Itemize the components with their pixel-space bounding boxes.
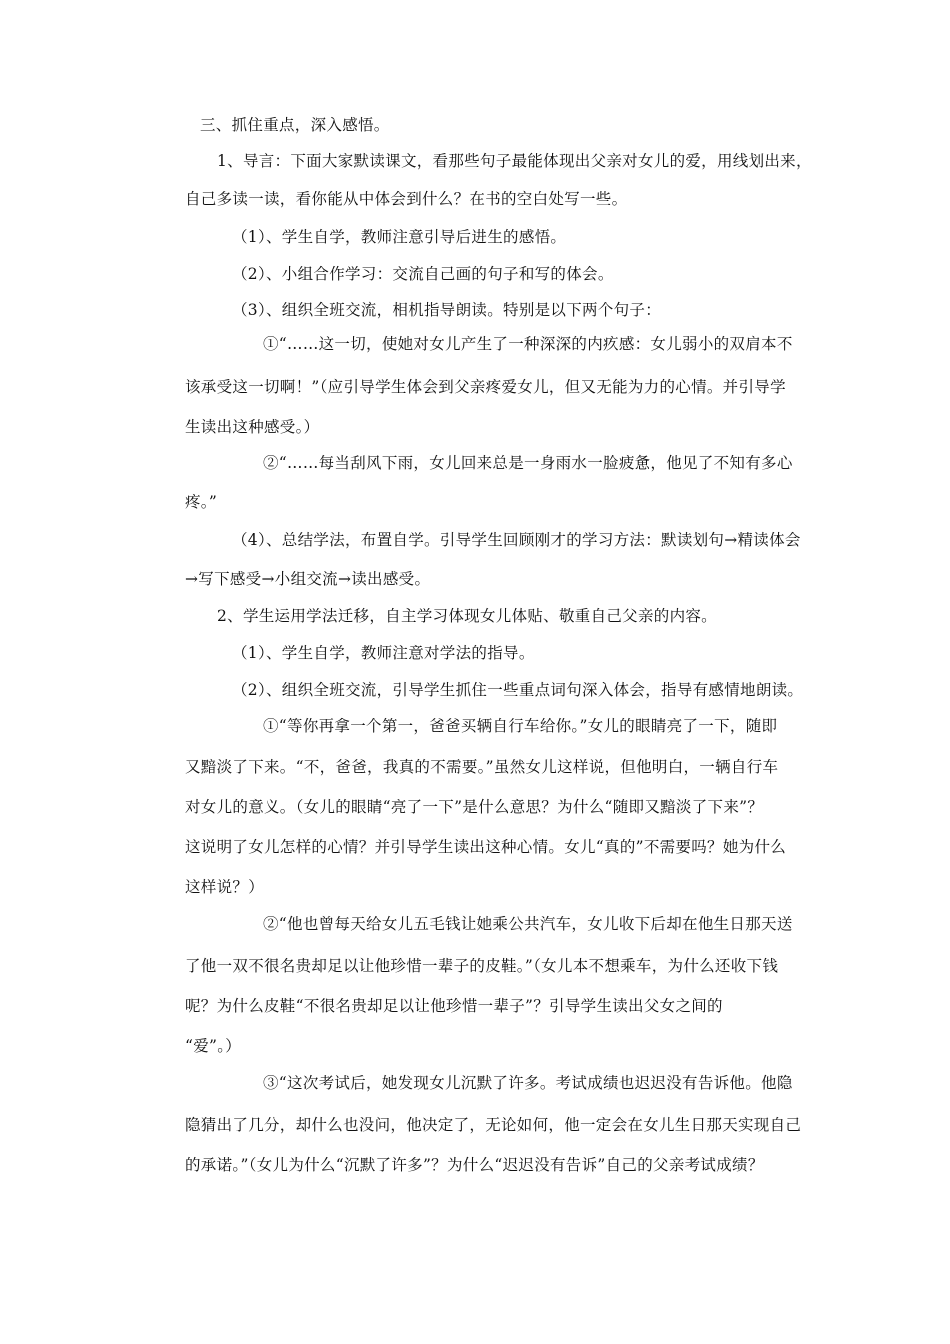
paragraph-line: 又黯淡了下来。“不，爸爸，我真的不需要。”虽然女儿这样说，但他明白，一辆自行车 (185, 758, 779, 776)
paragraph-line: 疼。” (185, 493, 218, 511)
paragraph-line: ②“……每当刮风下雨，女儿回来总是一身雨水一脸疲惫，他见了不知有多心 (263, 454, 793, 472)
paragraph-line: →写下感受→小组交流→读出感受。 (185, 570, 431, 588)
paragraph-line: 2、学生运用学法迁移，自主学习体现女儿体贴、敬重自己父亲的内容。 (217, 607, 717, 625)
paragraph-line: 了他一双不很名贵却足以让他珍惜一辈子的皮鞋。”（女儿本不想乘车，为什么还收下钱 (185, 957, 779, 975)
paragraph-line: 自己多读一读，看你能从中体会到什么？在书的空白处写一些。 (185, 190, 628, 208)
paragraph-line: 呢？为什么皮鞋“不很名贵却足以让他珍惜一辈子”？引导学生读出父女之间的 (185, 997, 723, 1015)
paragraph-line: （2）、小组合作学习：交流自己画的句子和写的体会。 (232, 265, 614, 283)
paragraph-line: 1、导言：下面大家默读课文，看那些句子最能体现出父亲对女儿的爱，用线划出来， (217, 152, 812, 170)
section-heading: 三、抓住重点，深入感悟。 (200, 116, 390, 134)
paragraph-line: 的承诺。”（女儿为什么“沉默了许多”？为什么“迟迟没有告诉”自己的父亲考试成绩？ (185, 1156, 764, 1174)
paragraph-line: 隐猜出了几分，却什么也没问，他决定了，无论如何，他一定会在女儿生日那天实现自己 (185, 1116, 802, 1134)
paragraph-line: 这说明了女儿怎样的心情？并引导学生读出这种心情。女儿“真的”不需要吗？她为什么 (185, 838, 787, 856)
paragraph-line: （1）、学生自学，教师注意对学法的指导。 (232, 644, 535, 662)
paragraph-line: （3）、组织全班交流，相机指导朗读。特别是以下两个句子： (232, 301, 662, 319)
paragraph-line: 对女儿的意义。（女儿的眼睛“亮了一下”是什么意思？为什么“随即又黯淡了下来”？ (185, 798, 764, 816)
paragraph-line: 该承受这一切啊！”（应引导学生体会到父亲疼爱女儿，但又无能为力的心情。并引导学 (185, 378, 786, 396)
paragraph-line: 这样说？） (185, 878, 265, 896)
paragraph-line: （1）、学生自学，教师注意引导后进生的感悟。 (232, 228, 567, 246)
paragraph-line: ③“这次考试后，她发现女儿沉默了许多。考试成绩也迟迟没有告诉他。他隐 (263, 1074, 793, 1092)
paragraph-line: ①“……这一切，使她对女儿产生了一种深深的内疚感：女儿弱小的双肩本不 (263, 335, 793, 353)
paragraph-line: ②“他也曾每天给女儿五毛钱让她乘公共汽车，女儿收下后却在他生日那天送 (263, 915, 793, 933)
paragraph-line: 生读出这种感受。） (185, 418, 320, 436)
paragraph-line: （2）、组织全班交流，引导学生抓住一些重点词句深入体会，指导有感情地朗读。 (232, 681, 804, 699)
paragraph-line: （4）、总结学法，布置自学。引导学生回顾刚才的学习方法：默读划句→精读体会 (232, 531, 801, 549)
paragraph-line: “爱”。） (185, 1037, 242, 1055)
paragraph-line: ①“等你再拿一个第一，爸爸买辆自行车给你。”女儿的眼睛亮了一下，随即 (263, 717, 778, 735)
